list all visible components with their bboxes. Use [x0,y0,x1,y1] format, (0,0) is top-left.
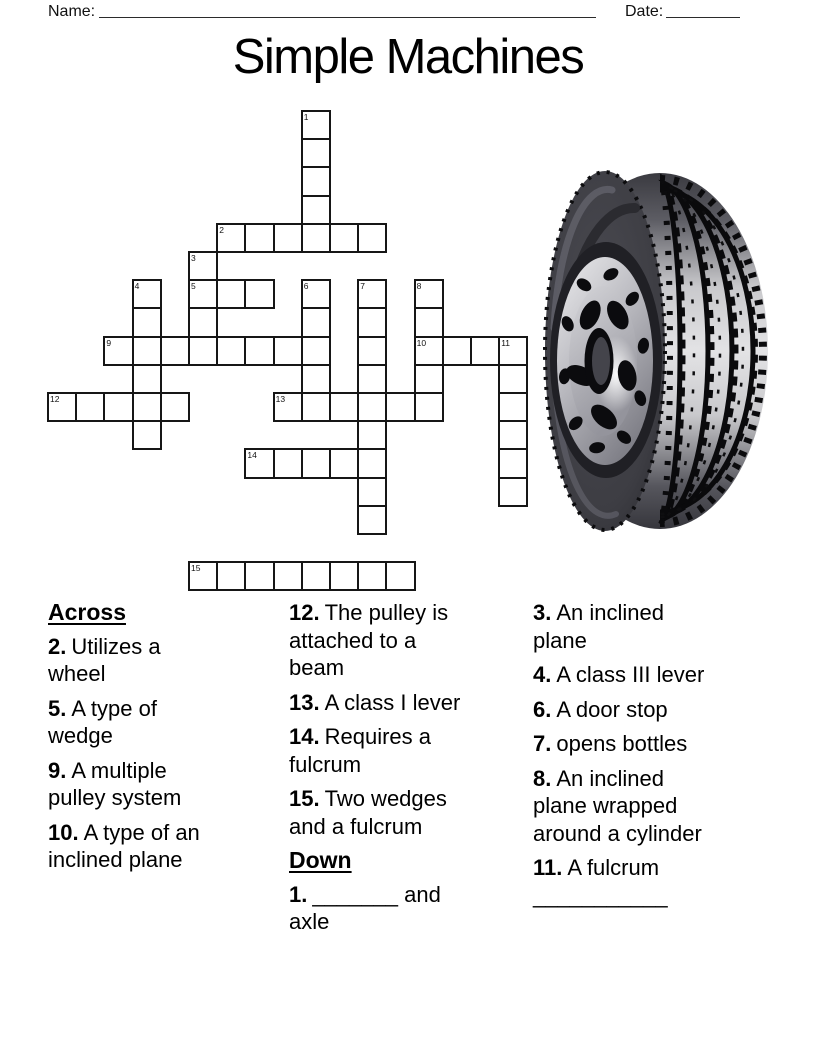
crossword-cell[interactable] [273,392,303,422]
crossword-cell[interactable] [414,307,444,337]
clue-number: 6. [533,696,552,722]
clue-item-15: 15. Two wedges and a fulcrum [289,786,447,839]
clue-item-6: 6. A door stop [533,696,668,722]
name-label: Name: [48,3,96,20]
clue-item-13: 13. A class I lever [289,689,461,715]
clue-item-5: 5. A type of wedge [48,695,157,748]
clue-number: 5. [48,695,67,721]
crossword-cell[interactable] [273,448,303,478]
crossword-cell[interactable] [216,561,246,591]
crossword-cell[interactable] [357,279,387,309]
crossword-cell[interactable] [244,336,274,366]
clue-number: 10. [48,819,79,845]
crossword-cell[interactable] [132,420,162,450]
cell-number: 9 [106,337,112,348]
clue-number: 7. [533,731,552,756]
crossword-cell[interactable] [301,336,331,366]
clue-number: 15. [289,786,320,811]
crossword-cell[interactable] [414,279,444,309]
crossword-cell[interactable] [301,561,331,591]
clue-item-4: 4. A class III lever [533,662,705,687]
clue-item-7: 7. opens bottles [533,731,688,756]
crossword-grid [47,110,547,602]
truck-tire-image [540,166,774,536]
cell-number: 13 [275,394,286,404]
clue-number: 9. [48,757,67,783]
clue-item-2: 2. Utilizes a wheel [48,633,161,686]
cell-number: 1 [303,112,309,122]
cell-number: 2 [219,224,224,235]
clue-number: 3. [533,600,552,625]
clue-number: 8. [533,765,552,791]
crossword-cell[interactable] [273,223,303,253]
crossword-cell[interactable] [357,336,387,366]
crossword-cell[interactable] [103,336,133,366]
page-title: Simple Machines [232,30,584,84]
clue-item-12: 12. The pulley is attached to a beam [289,600,449,680]
cell-number: 5 [191,281,196,292]
clue-number: 11. [533,855,563,880]
crossword-cell[interactable] [301,110,331,140]
crossword-cell[interactable] [273,336,303,366]
cell-number: 10 [416,337,427,348]
crossword-cell[interactable] [329,392,359,422]
clue-item-10: 10. A type of an inclined plane [48,819,200,872]
cell-number: 8 [416,281,422,292]
across-heading: Across [48,599,126,625]
crossword-cell[interactable] [301,392,331,422]
crossword-cell[interactable] [329,448,359,478]
cell-number: 15 [191,563,201,574]
crossword-cell[interactable] [244,448,274,478]
crossword-cell[interactable] [329,223,359,253]
crossword-cell[interactable] [329,561,359,591]
crossword-cell[interactable] [216,223,246,253]
crossword-cell[interactable] [357,561,387,591]
crossword-cell[interactable] [75,392,105,422]
crossword-cell[interactable] [301,195,331,225]
crossword-cell[interactable] [273,561,303,591]
name-write-in-line [99,2,596,18]
clue-number: 1. [289,881,308,907]
clue-item-1: 1. _______ and axle [289,881,441,934]
cell-number: 12 [50,394,60,404]
crossword-cell[interactable] [132,307,162,337]
clue-column-right [533,599,711,916]
tire-icon [540,166,774,536]
crossword-cell[interactable] [498,477,528,507]
crossword-cell[interactable] [160,336,190,366]
crossword-cell[interactable] [414,336,444,366]
clue-column-middle [289,599,469,943]
crossword-cell[interactable] [385,392,415,422]
crossword-cell[interactable] [301,166,331,196]
cell-number: 7 [360,281,365,292]
crossword-cell[interactable] [132,336,162,366]
crossword-cell[interactable] [498,392,528,422]
clue-number: 14. [289,724,320,749]
crossword-cell[interactable] [498,420,528,450]
cell-number: 4 [134,281,140,292]
clue-item-11: 11. A fulcrum ___________ [533,855,668,908]
crossword-cell[interactable] [47,392,77,422]
crossword-cell[interactable] [160,392,190,422]
crossword-cell[interactable] [357,448,387,478]
crossword-cell[interactable] [498,364,528,394]
crossword-cell[interactable] [301,138,331,168]
clue-item-8: 8. An inclined plane wrapped around a cylinder [533,765,702,846]
clue-number: 13. [289,689,320,715]
crossword-cell[interactable] [357,392,387,422]
cell-number: 6 [303,281,309,292]
cell-number: 3 [191,253,196,263]
crossword-cell[interactable] [357,477,387,507]
crossword-cell[interactable] [188,251,218,281]
crossword-cell[interactable] [357,307,387,337]
crossword-cell[interactable] [301,448,331,478]
crossword-cell[interactable] [357,223,387,253]
crossword-cell[interactable] [216,279,246,309]
clue-number: 12. [289,600,320,625]
crossword-cell[interactable] [301,307,331,337]
date-write-in-line [666,2,740,18]
crossword-cell[interactable] [301,279,331,309]
crossword-cell[interactable] [188,561,218,591]
crossword-cell[interactable] [442,336,472,366]
crossword-cell[interactable] [414,392,444,422]
clue-item-14: 14. Requires a fulcrum [289,724,431,777]
crossword-cell[interactable] [132,364,162,394]
clue-item-9: 9. A multiple pulley system [48,757,182,810]
date-label: Date: [625,3,664,20]
crossword-cell[interactable] [498,448,528,478]
clue-number: 2. [48,633,67,659]
crossword-cell[interactable] [357,364,387,394]
crossword-cell[interactable] [244,223,274,253]
clue-column-left [48,599,216,881]
crossword-cell[interactable] [188,279,218,309]
crossword-cell[interactable] [216,336,246,366]
clue-number: 4. [533,662,552,687]
cell-number: 11 [501,337,511,348]
down-heading: Down [289,847,352,873]
crossword-cell[interactable] [498,336,528,366]
cell-number: 14 [247,450,257,461]
crossword-cell[interactable] [188,307,218,337]
clue-item-3: 3. An inclined plane [533,600,664,653]
crossword-cell[interactable] [385,561,415,591]
crossword-cell[interactable] [357,505,387,535]
crossword-cell[interactable] [301,364,331,394]
crossword-cell[interactable] [357,420,387,450]
crossword-cell[interactable] [301,223,331,253]
crossword-cell[interactable] [132,279,162,309]
crossword-cell[interactable] [470,336,500,366]
crossword-cell[interactable] [188,336,218,366]
crossword-cell[interactable] [244,279,274,309]
crossword-cell[interactable] [103,392,133,422]
crossword-cell[interactable] [244,561,274,591]
crossword-cell[interactable] [132,392,162,422]
crossword-cell[interactable] [414,364,444,394]
